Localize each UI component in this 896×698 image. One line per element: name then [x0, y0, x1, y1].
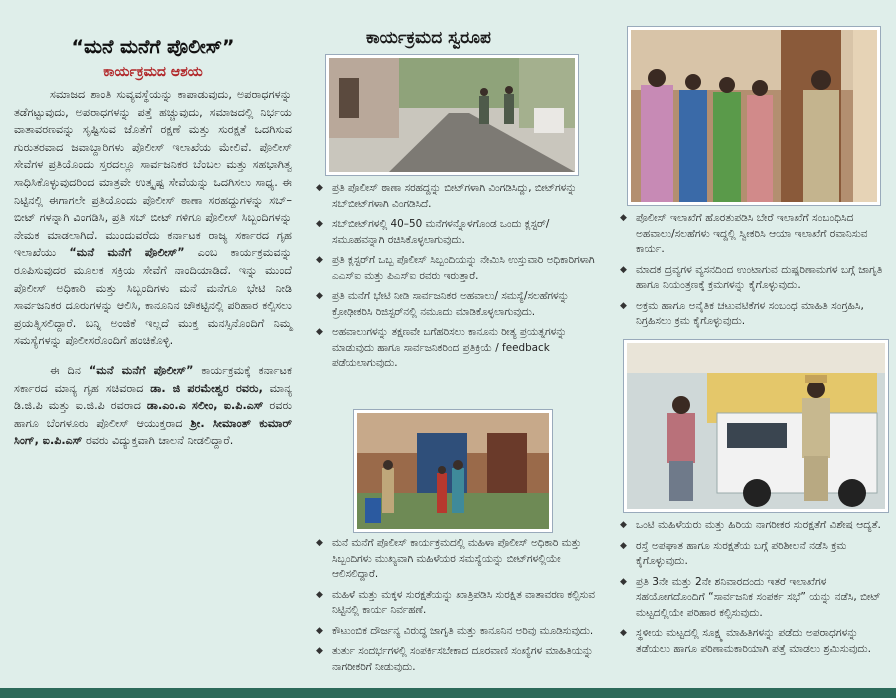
- women-officer-image: [631, 30, 877, 202]
- program-format-list-bottom: [314, 536, 596, 680]
- women-officer-photo: [628, 27, 880, 205]
- dgp-name: ಡಾ.ಎಂ.ಎ ಸಲೀಂ, ಐ.ಪಿ.ಎಸ್: [146, 399, 264, 413]
- list-item: ◆ ಅಹವಾಲುಗಳನ್ನು ತಕ್ಷಣವೇ ಬಗೆಹರಿಸಲು ಕಾನೂನು ರೀತ್ಯ ಪ್ರಯತ್ನಗಳನ್ನು ಮಾಡುವುದು ಹಾಗೂ ಸಾರ್ವಜನಿಕರಿಂದ ಪ್ರತಿಕ್ರಿಯೆ / feedback ಪಡೆಯಲಾಗುವುದು.: [314, 325, 596, 372]
- intro-text: ಸಮಾಜದ ಶಾಂತಿ ಸುವ್ಯವಸ್ಥೆಯನ್ನು ಕಾಪಾಡುವುದು, ಅಪರಾಧಗಳನ್ನು ತಡೆಗಟ್ಟುವುದು, ಅಪರಾಧಗಳನ್ನು ಪತ್ತೆ ಹಚ್ಚುವುದು, ಸಮಾಜದಲ್ಲಿ ನಿರ್ಭಯ ವಾತಾವರಣವನ್ನು ಸೃಷ್ಟಿಸುವ ಜೊತೆಗೆ ರಕ್ಷಣೆ ಮತ್ತು ಸುರಕ್ಷತೆ ಒದಗಿಸುವ ಗುರುತರವಾದ ಜವಾಬ್ದಾರಿಗಳು ಪೊಲೀಸ್ ಇಲಾಖೆಯ ಮೇಲಿವೆ. ಪೊಲೀಸ್ ಸೇವೆಗಳ ಪ್ರತಿಯೊಂದು ಸ್ತರದಲ್ಲೂ ಸಾರ್ವಜನಿಕರ ಬೆಂಬಲ ಮತ್ತು ಸಹಭಾಗಿತ್ವ ಸಾಧಿಸಿಕೊಳ್ಳುವುದರಿಂದ ಮಾತ್ರವೇ ಉತ್ಕೃಷ್ಟ ಸೇವೆಯನ್ನು ಒದಗಿಸಲು ಸಾಧ್ಯ. ಈ ನಿಟ್ಟಿನಲ್ಲಿ ಈಗಾಗಲೇ ಪ್ರತಿಯೊಂದು ಪೊಲೀಸ್ ಠಾಣಾ ಸರಹದ್ದುಗಳನ್ನು ಸಬ್–ಬೀಟ್ ಗಳನ್ನಾಗಿ ವಿಂಗಡಿಸಿ, ಪ್ರತಿ ಸಬ್ ಬೀಟ್ ಗಳಿಗೂ ಪೊಲೀಸ್ ಸಿಬ್ಬಂದಿಗಳನ್ನು ನೇಮಕ ಮಾಡಲಾಗಿದೆ. ಮುಂದುವರೆದು ಕರ್ನಾಟಕ ರಾಜ್ಯ ಸರ್ಕಾರದ ಗೃಹ ಇಲಾಖೆಯು: [14, 88, 292, 260]
- list-item: ◆ ತುರ್ತು ಸಂದರ್ಭಗಳಲ್ಲಿ ಸಂಪರ್ಕಿಸಬೇಕಾದ ದೂರವಾಣಿ ಸಂಖ್ಯೆಗಳ ಮಾಹಿತಿಯನ್ನು ನಾಗರೀಕರಿಗೆ ನೀಡುವುದು.: [314, 644, 596, 675]
- section-subtitle: ಕಾರ್ಯಕ್ರಮದ ಆಶಯ: [103, 64, 203, 80]
- main-title: “ಮನೆ ಮನೆಗೆ ಪೊಲೀಸ್”: [71, 36, 235, 58]
- program-format-title: ಕಾರ್ಯಕ್ರಮದ ಸ್ವರೂಪ: [366, 28, 491, 48]
- house-visit-photo: [354, 410, 552, 532]
- list-item: ◆ ಕೌಟುಂಬಿಕ ದೌರ್ಜನ್ಯ ವಿರುದ್ಧ ಜಾಗೃತಿ ಮತ್ತು ಕಾನೂನಿನ ಅರಿವು ಮೂಡಿಸುವುದು.: [314, 624, 596, 640]
- list-item: ◆ ಪ್ರತಿ ಮನೆಗೆ ಭೇಟಿ ನೀಡಿ ಸಾರ್ವಜನಿಕರ ಅಹವಾಲು/ ಸಮಸ್ಯೆ/ಸಲಹೆಗಳನ್ನು ಕ್ರೋಢೀಕರಿಸಿ ರಿಜಿಸ್ಟರ್‌ನಲ್ಲಿ ನಮೂದು ಮಾಡಿಕೊಳ್ಳಲಾಗುವುದು.: [314, 289, 596, 320]
- list-item: ◆ ಸ್ಥಳೀಯ ಮಟ್ಟದಲ್ಲಿ ಸೂಕ್ಷ್ಮ ಮಾಹಿತಿಗಳನ್ನು ಪಡೆದು ಅಪರಾಧಗಳನ್ನು ತಡೆಯಲು ಹಾಗೂ ಪರಿಣಾಮಕಾರಿಯಾಗಿ ಪತ್ತೆ ಮಾಡಲು ಶ್ರಮಿಸುವುದು.: [618, 626, 890, 657]
- list-item: ◆ ಒಂಟಿ ಮಹಿಳೆಯರು ಮತ್ತು ಹಿರಿಯ ನಾಗರೀಕರ ಸುರಕ್ಷತೆಗೆ ವಿಶೇಷ ಆದ್ಯತೆ.: [618, 518, 890, 534]
- senior-citizen-image: [627, 343, 885, 509]
- program-name: “ಮನೆ ಮನೆಗೆ ಪೊಲೀಸ್”: [69, 246, 185, 260]
- list-item: ◆ ಅಕ್ರಮ ಹಾಗೂ ಅನೈತಿಕ ಚಟುವಟಿಕೆಗಳ ಸಂಬಂಧ ಮಾಹಿತಿ ಸಂಗ್ರಹಿಸಿ, ನಿಗ್ರಹಿಸಲು ಕ್ರಮ ಕೈಗೊಳ್ಳುವುದು.: [618, 299, 890, 330]
- list-item: ◆ ಪ್ರತಿ 3ನೇ ಮತ್ತು 2ನೇ ಶನಿವಾರದಂದು ಇತರೆ ಇಲಾಖೆಗಳ ಸಹಯೋಗದೊಂದಿಗೆ “ಸಾರ್ವಜನಿಕ ಸಂಪರ್ಕ ಸಭೆ” ಯನ್ನು ನಡೆಸಿ, ಬೀಟ್ ಮಟ್ಟದಲ್ಲಿಯೇ ಪರಿಹಾರ ಕಲ್ಪಿಸುವುದು.: [618, 575, 890, 622]
- intro-text-end: ಎಂಬ ಕಾರ್ಯಕ್ರಮವನ್ನು ರೂಪಿಸುವುದರ ಮೂಲಕ ಸಕ್ರಿಯ ಸೇವೆಗೆ ನಾಂದಿಯಾಡಿದೆ. ಇನ್ನು ಮುಂದೆ ಪೊಲೀಸ್ ಅಧಿಕಾರಿ ಮತ್ತು ಸಿಬ್ಬಂದಿಗಳು ಮನೆ ಮನೆಗೂ ಭೇಟಿ ನೀಡಿ ಸಾರ್ವಜನಿಕರ ದೂರುಗಳನ್ನು ಆಲಿಸಿ, ಕಾನೂನಿನ ಚೌಕಟ್ಟಿನಲ್ಲಿ ಪರಿಹಾರ ಕಲ್ಪಿಸಲು ಪ್ರಯತ್ನಿಸಲಿದ್ದಾರೆ. ಬನ್ನಿ ಅಂಜಿಕೆ ಇಲ್ಲದೆ ಮುಕ್ತ ಮನಸ್ಸಿನೊಂದಿಗೆ ನಿಮ್ಮ ಸಮಸ್ಯೆಗಳನ್ನು ಪೊಲೀಸರೊಂದಿಗೆ ಹಂಚಿಕೊಳ್ಳಿ.: [14, 246, 292, 348]
- activities-list-top: [618, 211, 890, 335]
- launch-text-a: ಈ ದಿನ: [50, 363, 82, 377]
- launch-text-c: ಕಾರ್ಯಕ್ರಮಕ್ಕೆ ಕರ್ನಾಟಕ ಸರ್ಕಾರದ ಮಾನ್ಯ ಗೃಹ ಸಚಿವರಾದ: [14, 363, 292, 395]
- list-item: ◆ ಪ್ರತಿ ಪೊಲೀಸ್ ಠಾಣಾ ಸರಹದ್ದನ್ನು ಬೀಟ್‌ಗಳಾಗಿ ವಿಂಗಡಿಸಿದ್ದು, ಬೀಟ್‌ಗಳನ್ನು ಸಬ್‌ಬೀಟ್‌ಗಳಾಗಿ ವಿಂಗಡಿಸಿದೆ.: [314, 181, 596, 212]
- list-item: ◆ ಪ್ರತಿ ಕ್ಲಸ್ಟರ್‌ಗೆ ಒಬ್ಬ ಪೊಲೀಸ್ ಸಿಬ್ಬಂದಿಯನ್ನು ನೇಮಿಸಿ ಉಸ್ತುವಾರಿ ಅಧಿಕಾರಿಗಳಾಗಿ ಎಎಸ್‌ಐ ಮತ್ತು ಪಿಎಸ್‌ಐ ರವರು ಇರುತ್ತಾರೆ.: [314, 253, 596, 284]
- street-patrol-photo: [326, 55, 578, 175]
- program-name-2: “ಮನೆ ಮನೆಗೆ ಪೊಲೀಸ್”: [88, 363, 194, 377]
- activities-column: [612, 0, 896, 698]
- list-item: ◆ ಮನೆ ಮನೆಗೆ ಪೊಲೀಸ್ ಕಾರ್ಯಕ್ರಮದಲ್ಲಿ ಮಹಿಳಾ ಪೊಲೀಸ್ ಅಧಿಕಾರಿ ಮತ್ತು ಸಿಬ್ಬಂದಿಗಳು ಮುಖ್ಯವಾಗಿ ಮಹಿಳೆಯರ ಸಮಸ್ಯೆಯನ್ನು ಬೀಟ್‌ಗಳಲ್ಲಿಯೇ ಆಲಿಸಲಿದ್ದಾರೆ.: [314, 536, 596, 583]
- street-patrol-image: [329, 58, 575, 172]
- launch-text-i: ರವರು ವಿದ್ಯುಕ್ತವಾಗಿ ಚಾಲನೆ ನೀಡಲಿದ್ದಾರೆ.: [85, 434, 234, 448]
- home-minister-name: ಡಾ. ಜಿ ಪರಮೇಶ್ವರ ರವರು,: [150, 381, 263, 395]
- bottom-band: [0, 688, 896, 698]
- commissioner-name: ಶ್ರೀ. ಸೀಮಾಂತ್ ಕುಮಾರ್ ಸಿಂಗ್, ಐ.ಪಿ.ಎಸ್: [14, 416, 292, 448]
- list-item: ◆ ಪೊಲೀಸ್ ಇಲಾಖೆಗೆ ಹೊರತುಪಡಿಸಿ ಬೇರೆ ಇಲಾಖೆಗೆ ಸಂಬಂಧಿಸಿದ ಅಹವಾಲು/ಸಲಹೆಗಳು ಇದ್ದಲ್ಲಿ ಸ್ವೀಕರಿಸಿ ಆಯಾ ಇಲಾಖೆಗೆ ರವಾನಿಸುವ ಕಾರ್ಯ.: [618, 211, 890, 258]
- list-item: ◆ ರಸ್ತೆ ಅಪಘಾತ ಹಾಗೂ ಸುರಕ್ಷತೆಯ ಬಗ್ಗೆ ಪರಿಶೀಲನೆ ನಡೆಸಿ ಕ್ರಮ ಕೈಗೊಳ್ಳುವುದು.: [618, 539, 890, 570]
- list-item: ◆ ಮಹಿಳೆ ಮತ್ತು ಮಕ್ಕಳ ಸುರಕ್ಷತೆಯನ್ನು ಖಾತ್ರಿಪಡಿಸಿ ಸುರಕ್ಷಿತ ವಾತಾವರಣ ಕಲ್ಪಿಸುವ ನಿಟ್ಟಿನಲ್ಲಿ ಕಾರ್ಯ ನಿರ್ವಹಣೆ.: [314, 588, 596, 619]
- activities-list-bottom: [618, 518, 890, 662]
- launch-text-g: ರವರು ಹಾಗೂ ಬೆಂಗಳೂರು ಪೊಲೀಸ್ ಆಯುಕ್ತರಾದ: [14, 399, 292, 430]
- list-item: ◆ ಸಬ್‌ಬೀಟ್‌ಗಳಲ್ಲಿ 40–50 ಮನೆಗಳನ್ನೊಳಗೊಂಡ ಒಂದು ಕ್ಲಸ್ಟರ್/ಸಮೂಹವನ್ನಾಗಿ ರಚಿಸಿಕೊಳ್ಳಲಾಗುವುದು.: [314, 217, 596, 248]
- intro-paragraph: [14, 86, 292, 350]
- program-format-column: [306, 0, 606, 698]
- house-visit-image: [357, 413, 549, 529]
- intro-column: [0, 0, 302, 450]
- launch-paragraph: [14, 362, 292, 450]
- senior-citizen-photo: [624, 340, 888, 512]
- launch-text-e: ಮಾನ್ಯ ಡಿ.ಜಿ.ಪಿ ಮತ್ತು ಐ.ಜಿ.ಪಿ ರವರಾದ: [14, 381, 292, 413]
- list-item: ◆ ಮಾದಕ ದ್ರವ್ಯಗಳ ವ್ಯಸನದಿಂದ ಉಂಟಾಗುವ ದುಷ್ಪರಿಣಾಮಗಳ ಬಗ್ಗೆ ಜಾಗೃತಿ ಹಾಗೂ ನಿಯಂತ್ರಣಕ್ಕೆ ಕ್ರಮಗಳನ್ನು ಕೈಗೊಳ್ಳುವುದು.: [618, 263, 890, 294]
- program-format-list-top: [314, 181, 596, 377]
